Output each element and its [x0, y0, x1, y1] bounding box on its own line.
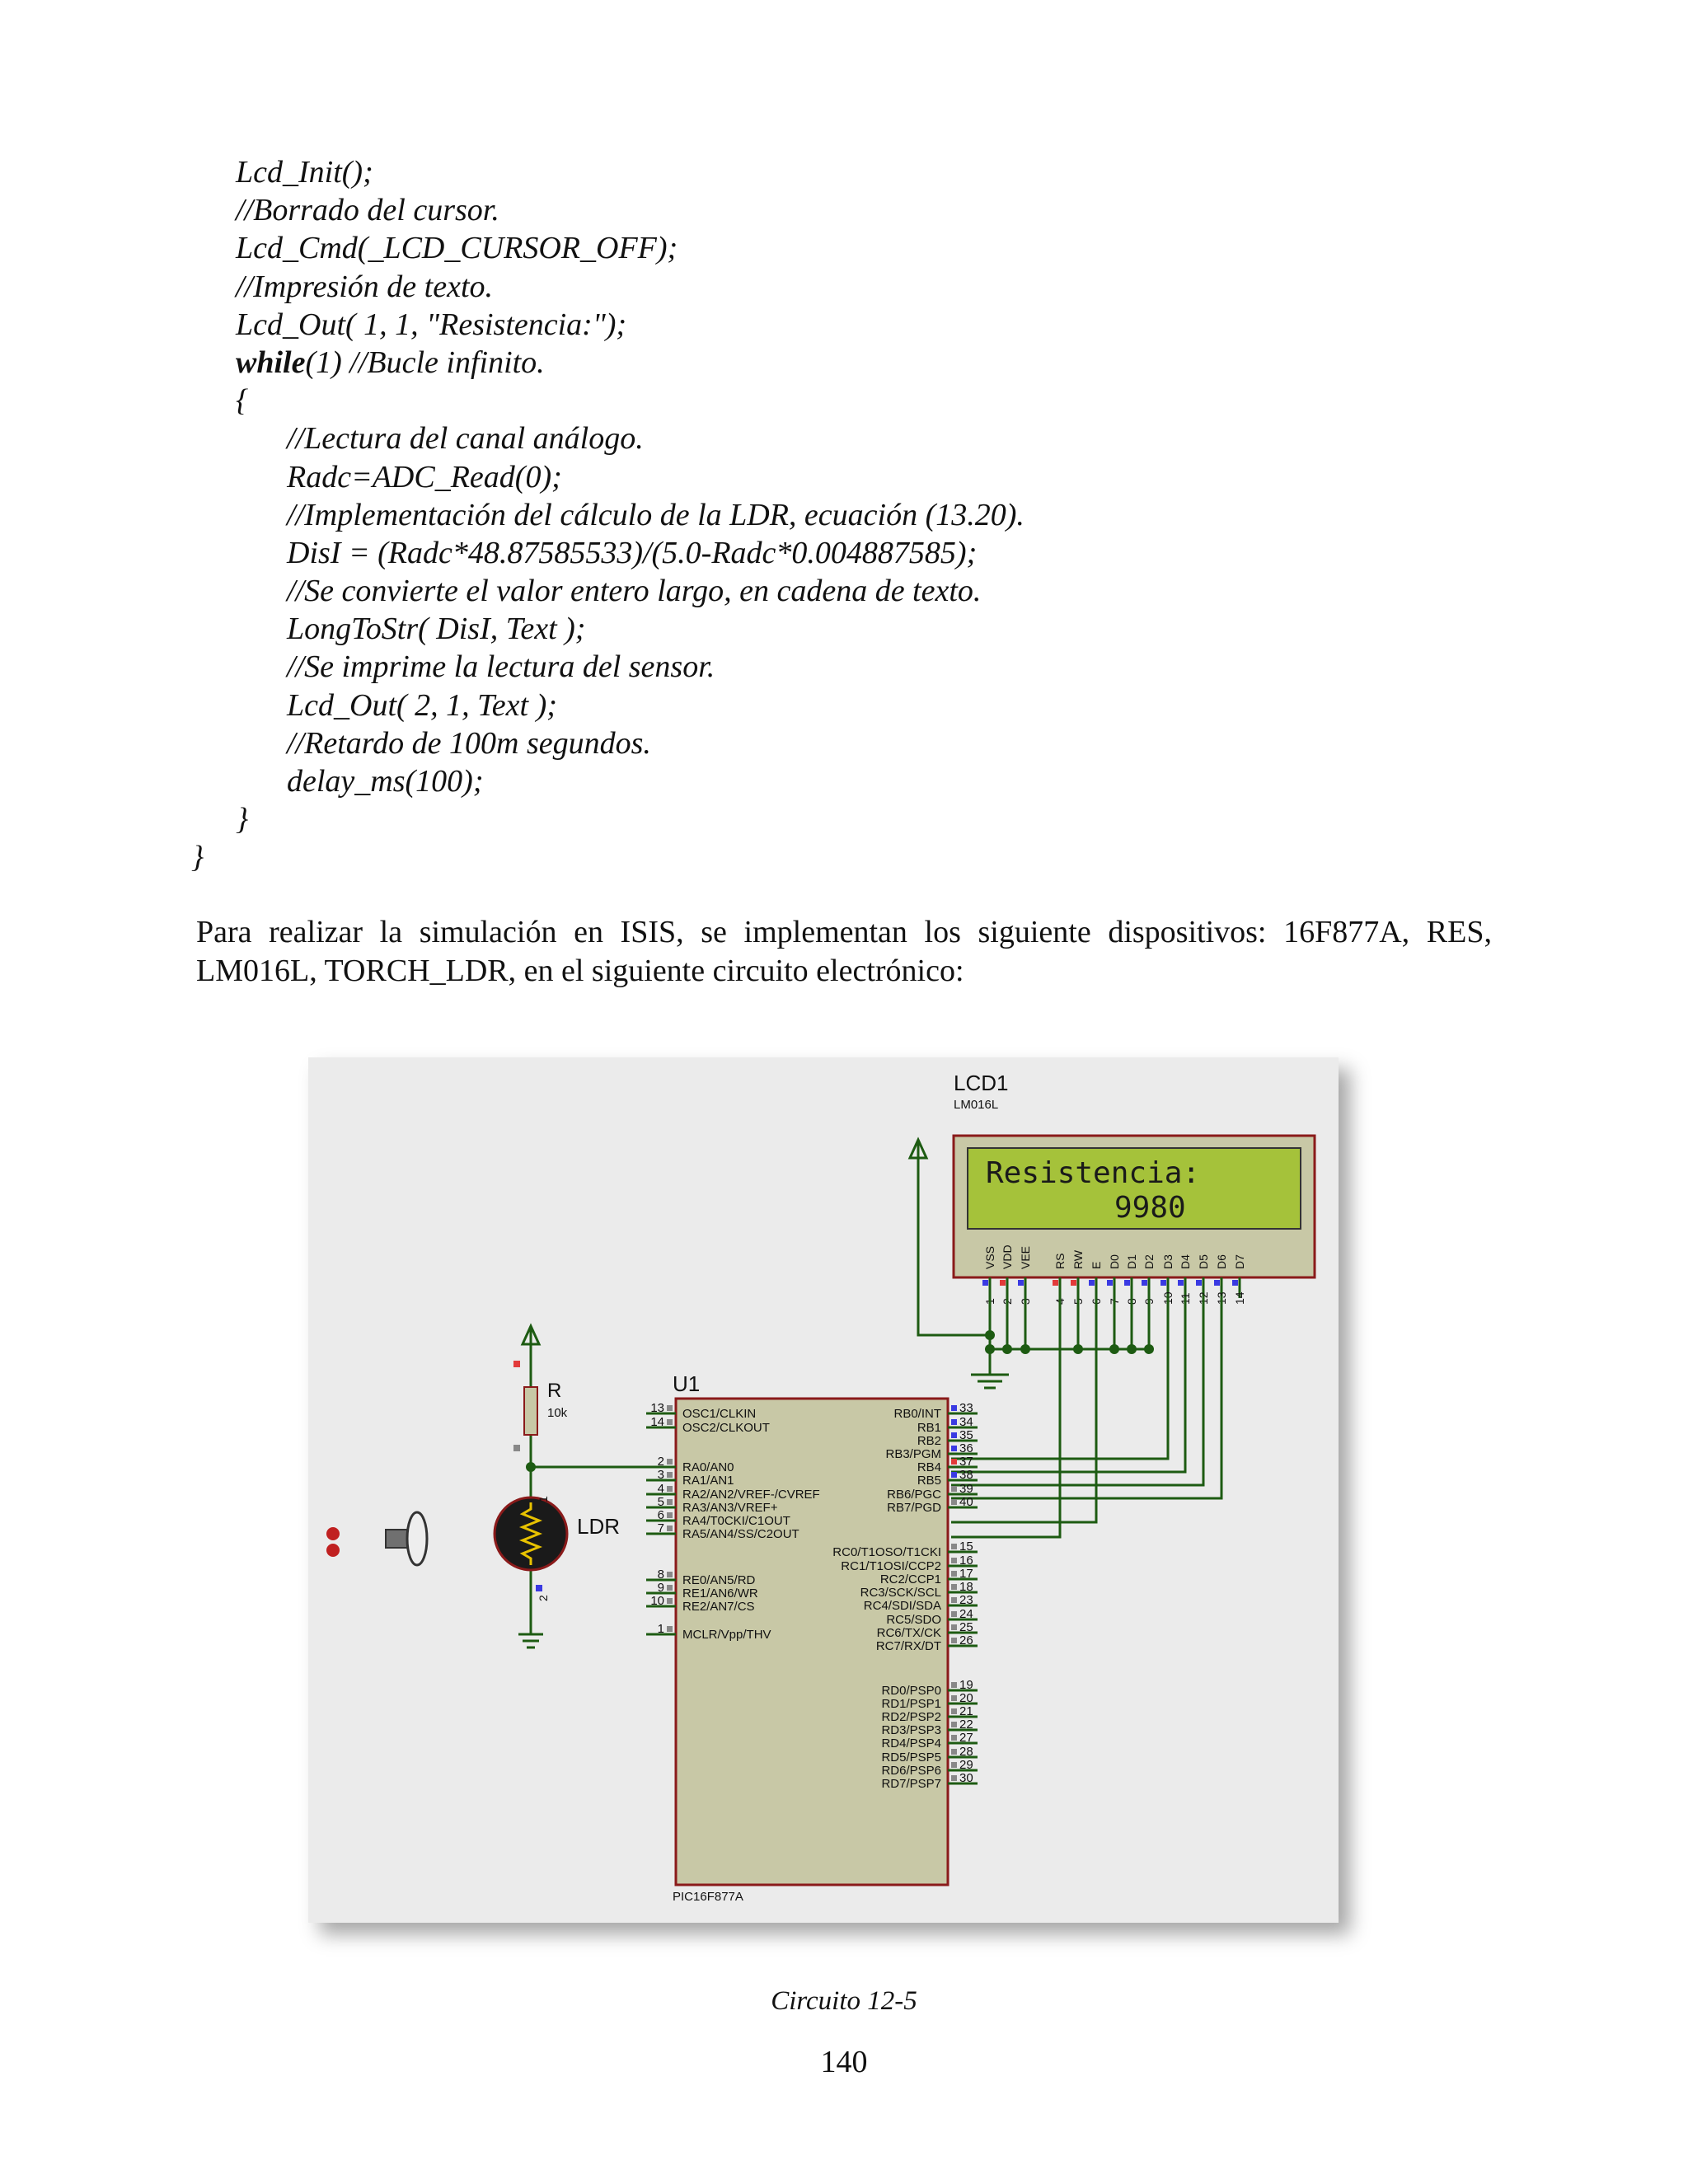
- mcu-pin-name: RA5/AN4/SS/C2OUT: [682, 1527, 799, 1541]
- pin-marker: [951, 1459, 957, 1465]
- paragraph-line-2: LM016L, TORCH_LDR, en el siguiente circuito electrónico:: [196, 954, 964, 988]
- pin-marker: [951, 1405, 957, 1411]
- pin-marker: [951, 1499, 957, 1505]
- mcu-pin-name: RD0/PSP0: [881, 1684, 941, 1698]
- pin-marker: [951, 1695, 957, 1701]
- pin-marker: [667, 1472, 673, 1478]
- code-line: [191, 762, 1025, 800]
- code-line: [191, 153, 1025, 191]
- pin-marker: [1214, 1280, 1220, 1286]
- pin-marker: [1160, 1280, 1166, 1286]
- mcu-pin-number: 3: [657, 1468, 664, 1482]
- mcu-pin-number: 36: [959, 1441, 973, 1455]
- mcu-pin-number: 29: [959, 1758, 973, 1772]
- code-line: [191, 229, 1025, 267]
- mcu-pin-name: RE0/AN5/RD: [682, 1573, 756, 1587]
- mcu-pin-name: OSC2/CLKOUT: [682, 1421, 770, 1435]
- pin-marker: [951, 1486, 957, 1492]
- code-line: [191, 610, 1025, 648]
- mcu-pin-name: RA0/AN0: [682, 1460, 734, 1474]
- pin-marker: [1124, 1280, 1130, 1286]
- lcd-pin-number: 12: [1197, 1291, 1210, 1305]
- mcu-pin-number: 19: [959, 1678, 973, 1692]
- pin-marker: [513, 1361, 520, 1367]
- pin-marker: [951, 1611, 957, 1617]
- lcd-pin-number: 4: [1053, 1298, 1067, 1305]
- mcu-pin-number: 1: [657, 1622, 664, 1636]
- mcu-pin-number: 16: [959, 1554, 973, 1568]
- pin-marker: [982, 1280, 988, 1286]
- pin-marker: [1142, 1280, 1147, 1286]
- lcd-pin-name: D4: [1179, 1254, 1192, 1269]
- code-line: [191, 572, 1025, 610]
- code-text: {: [236, 383, 249, 419]
- mcu-pin-name: RA1/AN1: [682, 1474, 734, 1488]
- mcu-pin-name: RC4/SDI/SDA: [863, 1599, 941, 1613]
- code-text: DisI = (Radc*48.87585533)/(5.0-Radc*0.004887585);: [287, 535, 978, 570]
- pin-marker: [951, 1708, 957, 1714]
- pin-marker: [667, 1499, 673, 1505]
- mcu-pin-name: RB5: [917, 1474, 941, 1488]
- lcd-pin-number: 3: [1019, 1298, 1032, 1305]
- code-text: Radc=ADC_Read(0);: [287, 459, 562, 494]
- lcd-pin-name: D6: [1215, 1254, 1228, 1269]
- mcu-pin-number: 34: [959, 1415, 973, 1429]
- mcu-pin-name: RD6/PSP6: [881, 1764, 941, 1778]
- resistor-ref-label: R: [547, 1380, 562, 1402]
- lcd-pin-number: 6: [1090, 1298, 1103, 1305]
- pin-marker: [1232, 1280, 1238, 1286]
- mcu-pin-number: 2: [657, 1455, 664, 1469]
- mcu-pin-name: RC3/SCK/SCL: [860, 1586, 941, 1600]
- code-text: //Se convierte el valor entero largo, en cadena de texto.: [287, 574, 982, 609]
- mcu-pin-name: RD2/PSP2: [881, 1710, 941, 1724]
- mcu-ref-label: U1: [673, 1371, 701, 1396]
- code-text: //Impresión de texto.: [236, 269, 494, 304]
- pin-marker: [667, 1598, 673, 1604]
- torch-led-bottom: [326, 1544, 340, 1557]
- pin-marker: [951, 1446, 957, 1451]
- mcu-pin-name: RC2/CCP1: [879, 1572, 941, 1586]
- lcd-line-1: Resistencia:: [986, 1156, 1201, 1190]
- microcontroller: [646, 1371, 978, 1904]
- mcu-pin-number: 30: [959, 1771, 973, 1785]
- lcd-pin-name: D5: [1197, 1254, 1210, 1269]
- mcu-pin-number: 24: [959, 1607, 973, 1621]
- mcu-pin-number: 25: [959, 1620, 973, 1634]
- mcu-pin-name: RD5/PSP5: [881, 1750, 941, 1765]
- code-line: [191, 800, 1025, 838]
- mcu-pin-name: RA4/T0CKI/C1OUT: [682, 1514, 790, 1528]
- code-text: Lcd_Out( 1, 1, "Resistencia:");: [236, 307, 627, 342]
- mcu-pin-name: RB0/INT: [893, 1407, 941, 1421]
- mcu-pin-number: 23: [959, 1593, 973, 1607]
- body-paragraph: [196, 913, 1492, 991]
- mcu-pin-number: 22: [959, 1718, 973, 1732]
- mcu-pin-number: 15: [959, 1540, 973, 1554]
- lcd-pin-name: D1: [1125, 1254, 1138, 1269]
- pin-marker: [1053, 1280, 1058, 1286]
- lcd-pin-number: 8: [1125, 1298, 1138, 1305]
- ldr-ref-label: LDR: [577, 1514, 621, 1539]
- paragraph-line-1: Para realizar la simulación en ISIS, se implementan los siguiente dispositivos: 16F877A, RES,: [196, 915, 1492, 949]
- mcu-pin-name: RD1/PSP1: [881, 1697, 941, 1711]
- code-line: [191, 534, 1025, 572]
- code-line: [191, 724, 1025, 762]
- code-line: [191, 191, 1025, 229]
- pin-marker: [536, 1585, 542, 1591]
- pin-marker: [667, 1512, 673, 1518]
- pin-marker: [667, 1459, 673, 1465]
- pin-marker: [951, 1775, 957, 1781]
- mcu-pin-number: 40: [959, 1495, 973, 1509]
- mcu-pin-number: 4: [657, 1482, 664, 1496]
- pin-marker: [1107, 1280, 1113, 1286]
- mcu-pin-number: 28: [959, 1745, 973, 1759]
- code-text: //Se imprime la lectura del sensor.: [287, 649, 715, 685]
- pin-marker: [667, 1572, 673, 1577]
- lcd-pin-name: D2: [1142, 1254, 1156, 1269]
- code-line: [191, 344, 1025, 382]
- mcu-pin-name: RE2/AN7/CS: [682, 1600, 755, 1614]
- code-keyword: while: [236, 344, 306, 380]
- lcd-pin-name: D0: [1108, 1254, 1121, 1269]
- pin-marker: [667, 1526, 673, 1531]
- lcd-pin-name: RS: [1053, 1253, 1067, 1269]
- mcu-pin-name: RD3/PSP3: [881, 1723, 941, 1737]
- lcd-module: [954, 1071, 1315, 1305]
- lcd-pin-name: VDD: [1001, 1244, 1014, 1269]
- torch-light-source: [326, 1512, 427, 1565]
- lcd-part-label: LM016L: [954, 1098, 999, 1112]
- mcu-pin-name: RC7/RX/DT: [875, 1639, 941, 1653]
- lcd-line-2: 9980: [1114, 1191, 1186, 1225]
- lcd-pin-number: 14: [1233, 1291, 1246, 1305]
- code-line: [191, 419, 1025, 457]
- mcu-pin-name: RB1: [917, 1421, 941, 1435]
- mcu-pin-number: 33: [959, 1401, 973, 1415]
- mcu-pin-number: 5: [657, 1495, 664, 1509]
- pin-marker: [951, 1749, 957, 1755]
- mcu-pin-number: 26: [959, 1633, 973, 1647]
- lcd-pin-name: D3: [1161, 1254, 1175, 1269]
- code-text: LongToStr( DisI, Text );: [287, 612, 586, 647]
- page-number: 140: [820, 2045, 868, 2079]
- mcu-pin-number: 27: [959, 1731, 973, 1745]
- torch-lens: [407, 1512, 427, 1565]
- code-text: }: [191, 840, 204, 875]
- pin-marker: [951, 1638, 957, 1643]
- mcu-pin-number: 7: [657, 1521, 664, 1535]
- lcd-pin-number: 11: [1179, 1292, 1192, 1305]
- pin-marker: [1196, 1280, 1202, 1286]
- pin-marker: [1000, 1280, 1006, 1286]
- mcu-pin-number: 9: [657, 1581, 664, 1595]
- code-text: Lcd_Init();: [236, 155, 373, 190]
- figure-caption: Circuito 12-5: [771, 1986, 917, 2016]
- pin-marker: [951, 1544, 957, 1549]
- code-line: [191, 458, 1025, 496]
- circuit-schematic: [308, 1057, 1339, 1923]
- code-line: [191, 496, 1025, 534]
- code-line: [191, 382, 1025, 419]
- pin-marker: [513, 1445, 520, 1451]
- code-text: //Lectura del canal análogo.: [287, 421, 644, 457]
- mcu-pin-name: RA2/AN2/VREF-/CVREF: [682, 1488, 820, 1502]
- mcu-pin-number: 35: [959, 1428, 973, 1442]
- mcu-pin-number: 17: [959, 1567, 973, 1581]
- pin-marker: [951, 1597, 957, 1603]
- pin-marker: [1018, 1280, 1024, 1286]
- code-line: [191, 687, 1025, 724]
- mcu-pin-name: RB2: [917, 1434, 941, 1448]
- mcu-pin-name: RB6/PGC: [887, 1488, 941, 1502]
- lcd-pin-number: 7: [1108, 1298, 1121, 1305]
- lcd-pin-name: VSS: [983, 1245, 996, 1269]
- mcu-pin-name: RC6/TX/CK: [876, 1626, 941, 1640]
- resistor-value-label: 10k: [547, 1406, 568, 1420]
- lcd-ref-label: LCD1: [954, 1071, 1009, 1095]
- code-line: [191, 306, 1025, 344]
- mcu-pin-number: 18: [959, 1580, 973, 1594]
- mcu-part-label: PIC16F877A: [673, 1890, 743, 1904]
- code-text: delay_ms(100);: [287, 764, 484, 799]
- mcu-pin-number: 13: [650, 1401, 664, 1415]
- mcu-pin-number: 20: [959, 1691, 973, 1705]
- pin-marker: [667, 1486, 673, 1492]
- lcd-pin-name: D7: [1233, 1254, 1246, 1269]
- lcd-pin-number: 9: [1142, 1298, 1156, 1305]
- mcu-pin-name: RA3/AN3/VREF+: [682, 1501, 778, 1515]
- mcu-pin-name: RD4/PSP4: [881, 1736, 941, 1750]
- torch-body: [386, 1530, 407, 1548]
- code-text: }: [236, 802, 249, 837]
- resistor: [513, 1361, 568, 1451]
- mcu-pin-name: MCLR/Vpp/THV: [682, 1628, 771, 1642]
- lcd-pin-name: RW: [1071, 1249, 1085, 1269]
- mcu-pin-name: RC1/T1OSI/CCP2: [841, 1559, 941, 1573]
- pin-marker: [667, 1419, 673, 1425]
- code-text: Lcd_Cmd(_LCD_CURSOR_OFF);: [236, 231, 678, 266]
- pin-marker: [1178, 1280, 1184, 1286]
- mcu-pin-name: RC0/T1OSO/T1CKI: [832, 1545, 941, 1559]
- lcd-pin-number: 10: [1161, 1291, 1175, 1305]
- pin-marker: [951, 1419, 957, 1425]
- code-listing: [191, 153, 1025, 877]
- pin-marker: [667, 1626, 673, 1632]
- lcd-pin-number: 5: [1071, 1298, 1085, 1305]
- mcu-pin-number: 14: [650, 1415, 664, 1429]
- pin-marker: [951, 1472, 957, 1478]
- pin-marker: [951, 1735, 957, 1741]
- mcu-pin-number: 6: [657, 1508, 664, 1522]
- pin-marker: [951, 1624, 957, 1630]
- mcu-pin-name: RB4: [917, 1460, 941, 1474]
- ldr-pin-1-label: 1: [537, 1496, 550, 1502]
- lcd-pin-number: 2: [1001, 1298, 1014, 1305]
- mcu-pin-name: RC5/SDO: [886, 1613, 941, 1627]
- circuit-figure: [308, 1057, 1339, 1923]
- lcd-pin-name: VEE: [1019, 1245, 1032, 1269]
- mcu-pin-name: OSC1/CLKIN: [682, 1407, 757, 1421]
- pin-marker: [951, 1432, 957, 1438]
- mcu-pin-name: RD7/PSP7: [881, 1777, 941, 1791]
- pin-marker: [1089, 1280, 1095, 1286]
- mcu-pin-number: 10: [650, 1594, 664, 1608]
- code-text: //Implementación del cálculo de la LDR, ecuación (13.20).: [287, 497, 1025, 532]
- torch-led-top: [326, 1527, 340, 1540]
- pin-marker: [951, 1762, 957, 1768]
- pin-marker: [951, 1722, 957, 1727]
- mcu-pin-number: 39: [959, 1482, 973, 1496]
- pin-marker: [951, 1571, 957, 1577]
- pin-marker: [667, 1405, 673, 1411]
- resistor-body: [524, 1387, 537, 1435]
- mcu-pin-number: 8: [657, 1568, 664, 1582]
- ldr-pin-2-label: 2: [537, 1595, 550, 1601]
- pin-marker: [667, 1585, 673, 1591]
- code-text: //Borrado del cursor.: [236, 193, 499, 228]
- pin-marker: [951, 1682, 957, 1688]
- lcd-pin-name: E: [1090, 1261, 1103, 1269]
- mcu-pin-number: 21: [959, 1704, 973, 1718]
- pin-marker: [1071, 1280, 1076, 1286]
- mcu-pin-number: 38: [959, 1468, 973, 1482]
- mcu-pin-name: RE1/AN6/WR: [682, 1586, 758, 1601]
- code-line: [191, 648, 1025, 686]
- ldr-sensor: [495, 1496, 620, 1601]
- pin-marker: [951, 1558, 957, 1563]
- code-text: Lcd_Out( 2, 1, Text );: [287, 687, 557, 723]
- code-text: //Retardo de 100m segundos.: [287, 725, 651, 761]
- code-text: (1) //Bucle infinito.: [305, 344, 545, 380]
- pin-marker: [951, 1584, 957, 1590]
- mcu-pin-number: 37: [959, 1455, 973, 1469]
- mcu-pin-name: RB7/PGD: [887, 1501, 941, 1515]
- code-line: [191, 268, 1025, 306]
- mcu-pin-name: RB3/PGM: [885, 1447, 941, 1461]
- lcd-pin-number: 1: [983, 1298, 996, 1305]
- lcd-pin-number: 13: [1215, 1291, 1228, 1305]
- code-line: [191, 838, 1025, 876]
